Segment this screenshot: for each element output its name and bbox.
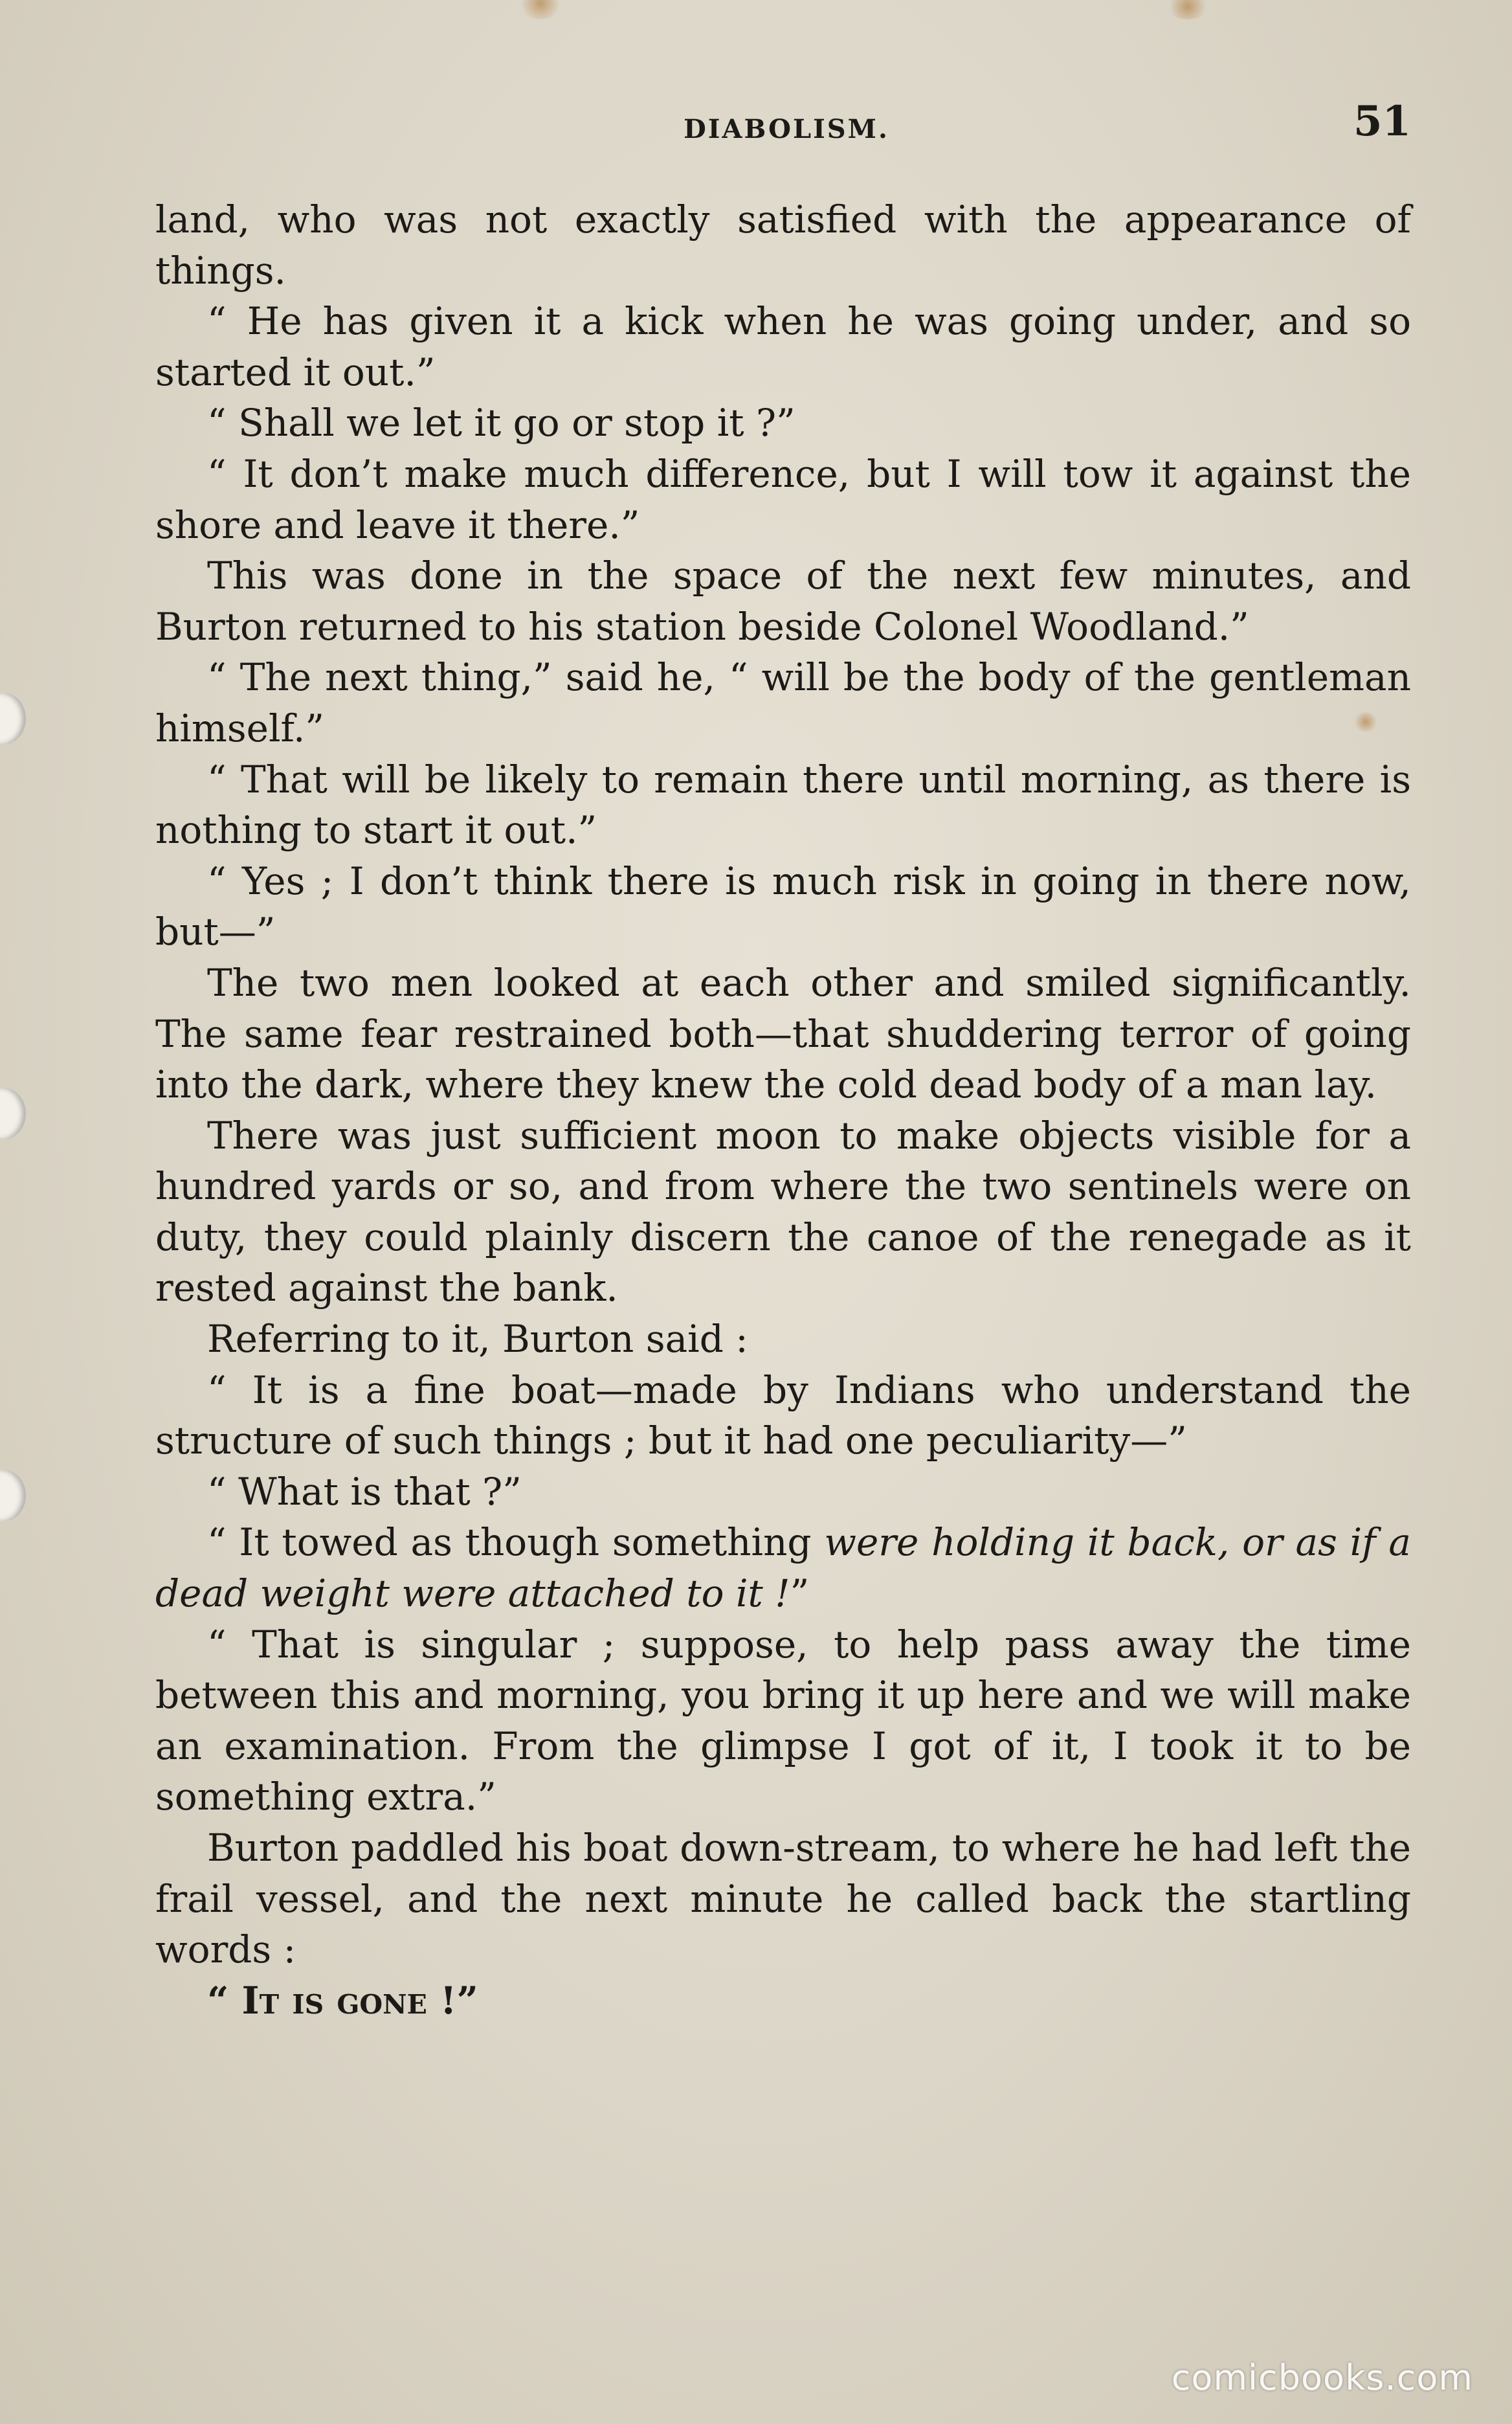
- paragraph: The two men looked at each other and smiled significantly. The same fear restrained both—that shuddering terror of going into the dark, where they knew the cold dead body of a man lay.: [155, 960, 1411, 1107]
- stain-top: [518, 0, 563, 19]
- punch-hole-1: [0, 693, 26, 745]
- paragraph: This was done in the space of the next few minutes, and Burton returned to his station beside Colonel Woodland.”: [155, 554, 1411, 649]
- punch-hole-3: [0, 1470, 26, 1521]
- paragraph: Burton paddled his boat down-stream, to where he had left the frail vessel, and the next minute he called back the startling words :: [155, 1826, 1411, 1972]
- page-header: [162, 97, 1411, 168]
- punch-hole-2: [0, 1088, 26, 1139]
- final-line: “ It is gone !”: [207, 1978, 478, 2023]
- paragraph: “ Shall we let it go or stop it ?”: [207, 401, 795, 445]
- paragraph-italic: [155, 1517, 1411, 1619]
- paragraph-italic-emphasis: were holding it back, or as if a dead weight were attached to it !: [155, 1520, 1411, 1616]
- running-head: DIABOLISM.: [684, 114, 889, 144]
- paragraph: “ The next thing,” said he, “ will be the body of the gentleman himself.”: [155, 655, 1411, 750]
- paragraph: “ He has given it a kick when he was going under, and so started it out.”: [155, 299, 1411, 394]
- paragraph: There was just sufficient moon to make objects visible for a hundred yards or so, and from where the two sentinels were on duty, they could plainly discern the canoe of the renegade as it rested against the bank.: [155, 1113, 1411, 1310]
- paragraph: “ What is that ?”: [207, 1469, 522, 1514]
- watermark: comicbooks.com: [1171, 2357, 1473, 2398]
- paragraph-italic-after: ”: [790, 1571, 810, 1616]
- paragraph: “ That will be likely to remain there until morning, as there is nothing to start it out.”: [155, 757, 1411, 853]
- paragraph: “ That is singular ; suppose, to help pass away the time between this and morning, you bring it up here and we will make an examination. From the glimpse I got of it, I took it to be something extra.”: [155, 1622, 1411, 1819]
- paragraph: Referring to it, Burton said :: [207, 1317, 748, 1362]
- paragraph: “ Yes ; I don’t think there is much risk in going in there now, but—”: [155, 858, 1411, 954]
- paragraph: “ It is a fine boat—made by Indians who understand the structure of such things ; but it had one peculiarity—”: [155, 1367, 1411, 1463]
- page-number: 51: [1353, 97, 1411, 146]
- paragraph-italic-before: “ It towed as though something: [207, 1520, 825, 1565]
- stain-top-right: [1165, 0, 1210, 19]
- paragraph: “ It don’t make much difference, but I will tow it against the shore and leave it there.”: [155, 451, 1411, 547]
- body-text: [155, 194, 1411, 2026]
- paragraph: land, who was not exactly satisfied with the appearance of things.: [155, 197, 1411, 293]
